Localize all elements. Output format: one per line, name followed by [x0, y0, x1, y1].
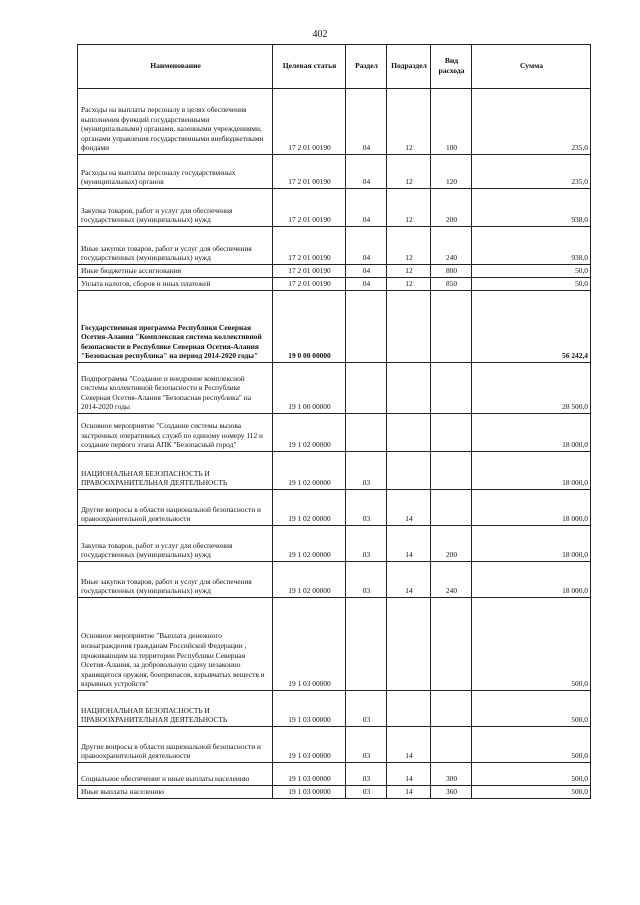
cell-amount: 500,0 [472, 763, 591, 786]
table-row [78, 291, 591, 363]
cell-target-article: 17 2 01 00190 [273, 189, 346, 227]
cell-section [346, 414, 387, 452]
cell-section: 03 [346, 786, 387, 799]
table-row [78, 155, 591, 189]
table-row [78, 598, 591, 691]
cell-section: 03 [346, 526, 387, 562]
cell-section: 04 [346, 155, 387, 189]
cell-subsection: 14 [387, 490, 431, 526]
cell-target-article: 19 0 00 00000 [273, 291, 346, 363]
table-row [78, 727, 591, 763]
cell-name: Другие вопросы в области национальной безопасности и правоохранительной деятельности [78, 727, 273, 763]
cell-subsection: 14 [387, 786, 431, 799]
cell-expense-type [431, 452, 472, 490]
cell-target-article: 19 1 03 00000 [273, 691, 346, 727]
cell-subsection: 14 [387, 562, 431, 598]
cell-amount: 56 242,4 [472, 291, 591, 363]
header-name: Наименование [78, 45, 273, 89]
table-row [78, 763, 591, 786]
table-row [78, 278, 591, 291]
cell-amount: 18 000,0 [472, 414, 591, 452]
cell-subsection [387, 414, 431, 452]
cell-amount: 18 000,0 [472, 452, 591, 490]
cell-expense-type [431, 727, 472, 763]
cell-name: Иные закупки товаров, работ и услуг для обеспечения государственных (муниципальных) нужд [78, 562, 273, 598]
cell-target-article: 19 1 03 00000 [273, 763, 346, 786]
cell-target-article: 19 1 02 00000 [273, 414, 346, 452]
cell-name: Социальное обеспечение и иные выплаты населению [78, 763, 273, 786]
cell-amount: 235,0 [472, 155, 591, 189]
cell-target-article: 19 1 02 00000 [273, 490, 346, 526]
cell-expense-type: 120 [431, 155, 472, 189]
cell-section: 03 [346, 691, 387, 727]
cell-expense-type [431, 490, 472, 526]
table-row [78, 363, 591, 414]
cell-expense-type: 800 [431, 265, 472, 278]
table-row [78, 265, 591, 278]
header-amount: Сумма [472, 45, 591, 89]
cell-amount: 28 500,0 [472, 363, 591, 414]
cell-target-article: 19 1 02 00000 [273, 562, 346, 598]
cell-name: НАЦИОНАЛЬНАЯ БЕЗОПАСНОСТЬ И ПРАВООХРАНИТЕЛЬНАЯ ДЕЯТЕЛЬНОСТЬ [78, 691, 273, 727]
cell-section: 04 [346, 227, 387, 265]
cell-target-article: 17 2 01 00190 [273, 278, 346, 291]
cell-name: Государственная программа Республики Северная Осетия-Алания "Комплексная система коллективной безопасности в Республике Северная Осетия-Алания "Безопасная республика" на период 2014-2020 годы" [78, 291, 273, 363]
header-target-article: Целевая статья [273, 45, 346, 89]
cell-name: Подпрограмма "Создание и внедрение комплексной системы коллективной безопасности в Республике Северная Осетия-Алания "Безопасная республика" на 2014-2020 годы [78, 363, 273, 414]
page-number: 402 [312, 29, 328, 40]
cell-name: Другие вопросы в области национальной безопасности и правоохранительной деятельности [78, 490, 273, 526]
cell-subsection: 12 [387, 265, 431, 278]
cell-section: 03 [346, 763, 387, 786]
cell-expense-type: 360 [431, 786, 472, 799]
cell-section [346, 363, 387, 414]
table-header-row [78, 45, 591, 89]
cell-amount: 18 000,0 [472, 490, 591, 526]
cell-expense-type [431, 414, 472, 452]
table-body [78, 89, 591, 799]
cell-name: Закупка товаров, работ и услуг для обеспечения государственных (муниципальных) нужд [78, 189, 273, 227]
table-row [78, 786, 591, 799]
cell-amount: 938,0 [472, 227, 591, 265]
header-section: Раздел [346, 45, 387, 89]
cell-name: НАЦИОНАЛЬНАЯ БЕЗОПАСНОСТЬ И ПРАВООХРАНИТЕЛЬНАЯ ДЕЯТЕЛЬНОСТЬ [78, 452, 273, 490]
cell-expense-type: 240 [431, 562, 472, 598]
cell-subsection: 12 [387, 155, 431, 189]
cell-amount: 500,0 [472, 598, 591, 691]
cell-subsection: 12 [387, 278, 431, 291]
cell-section: 03 [346, 562, 387, 598]
cell-section: 03 [346, 727, 387, 763]
cell-target-article: 17 2 01 00190 [273, 227, 346, 265]
cell-expense-type [431, 291, 472, 363]
cell-subsection [387, 452, 431, 490]
cell-target-article: 19 1 03 00000 [273, 598, 346, 691]
cell-expense-type: 240 [431, 227, 472, 265]
cell-subsection: 14 [387, 727, 431, 763]
cell-target-article: 19 1 02 00000 [273, 526, 346, 562]
cell-amount: 500,0 [472, 691, 591, 727]
cell-subsection [387, 291, 431, 363]
budget-table [77, 44, 591, 799]
cell-expense-type [431, 691, 472, 727]
cell-target-article: 19 1 03 00000 [273, 786, 346, 799]
header-subsection: Подраздел [387, 45, 431, 89]
table-row [78, 526, 591, 562]
cell-name: Основное мероприятие "Выплата денежного вознаграждения гражданам Российской Федерации , проживающим на территории Республики Северная Осетия-Алания, за добровольную сдачу незаконно хранящегося оружия, боеприпасов, взрывчатых веществ и взрывных устройств" [78, 598, 273, 691]
cell-amount: 938,0 [472, 189, 591, 227]
cell-name: Расходы на выплаты персоналу в целях обеспечения выполнения функций государственными (муниципальными) органами, казенными учреждениями, органами управления государственными внебюджетными фондами [78, 89, 273, 155]
cell-name: Основное мероприятие "Создание системы вызова экстренных оперативных служб по единому номеру 112 и создание первого этапа АПК "Безопасный город" [78, 414, 273, 452]
cell-expense-type: 850 [431, 278, 472, 291]
cell-name: Уплата налогов, сборов и иных платежей [78, 278, 273, 291]
cell-target-article: 19 1 00 00000 [273, 363, 346, 414]
table-row [78, 189, 591, 227]
cell-subsection: 12 [387, 189, 431, 227]
table-row [78, 414, 591, 452]
cell-target-article: 17 2 01 00190 [273, 155, 346, 189]
cell-name: Иные бюджетные ассигнования [78, 265, 273, 278]
cell-target-article: 19 1 03 00000 [273, 727, 346, 763]
cell-target-article: 17 2 01 00190 [273, 265, 346, 278]
cell-amount: 18 000,0 [472, 562, 591, 598]
cell-subsection [387, 363, 431, 414]
cell-amount: 500,0 [472, 727, 591, 763]
cell-section: 04 [346, 265, 387, 278]
cell-expense-type: 200 [431, 526, 472, 562]
cell-subsection [387, 598, 431, 691]
table-row [78, 89, 591, 155]
cell-amount: 50,0 [472, 278, 591, 291]
cell-name: Иные закупки товаров, работ и услуг для обеспечения государственных (муниципальных) нужд [78, 227, 273, 265]
cell-name: Расходы на выплаты персоналу государственных (муниципальных) органов [78, 155, 273, 189]
cell-expense-type: 200 [431, 189, 472, 227]
cell-section: 04 [346, 89, 387, 155]
cell-section: 04 [346, 278, 387, 291]
cell-subsection: 12 [387, 227, 431, 265]
cell-name: Иные выплаты населению [78, 786, 273, 799]
cell-amount: 500,0 [472, 786, 591, 799]
header-expense-type: Вид расхода [431, 45, 472, 89]
cell-section: 04 [346, 189, 387, 227]
cell-expense-type [431, 363, 472, 414]
cell-name: Закупка товаров, работ и услуг для обеспечения государственных (муниципальных) нужд [78, 526, 273, 562]
cell-section: 03 [346, 490, 387, 526]
table-row [78, 227, 591, 265]
cell-expense-type [431, 598, 472, 691]
cell-section [346, 291, 387, 363]
cell-target-article: 19 1 02 00000 [273, 452, 346, 490]
table-row [78, 691, 591, 727]
cell-subsection: 14 [387, 526, 431, 562]
cell-amount: 50,0 [472, 265, 591, 278]
table-row [78, 490, 591, 526]
cell-amount: 235,0 [472, 89, 591, 155]
table-row [78, 562, 591, 598]
cell-amount: 18 000,0 [472, 526, 591, 562]
cell-target-article: 17 2 01 00190 [273, 89, 346, 155]
cell-subsection: 12 [387, 89, 431, 155]
cell-section [346, 598, 387, 691]
table-row [78, 452, 591, 490]
cell-subsection [387, 691, 431, 727]
cell-expense-type: 300 [431, 763, 472, 786]
cell-section: 03 [346, 452, 387, 490]
cell-subsection: 14 [387, 763, 431, 786]
cell-expense-type: 100 [431, 89, 472, 155]
